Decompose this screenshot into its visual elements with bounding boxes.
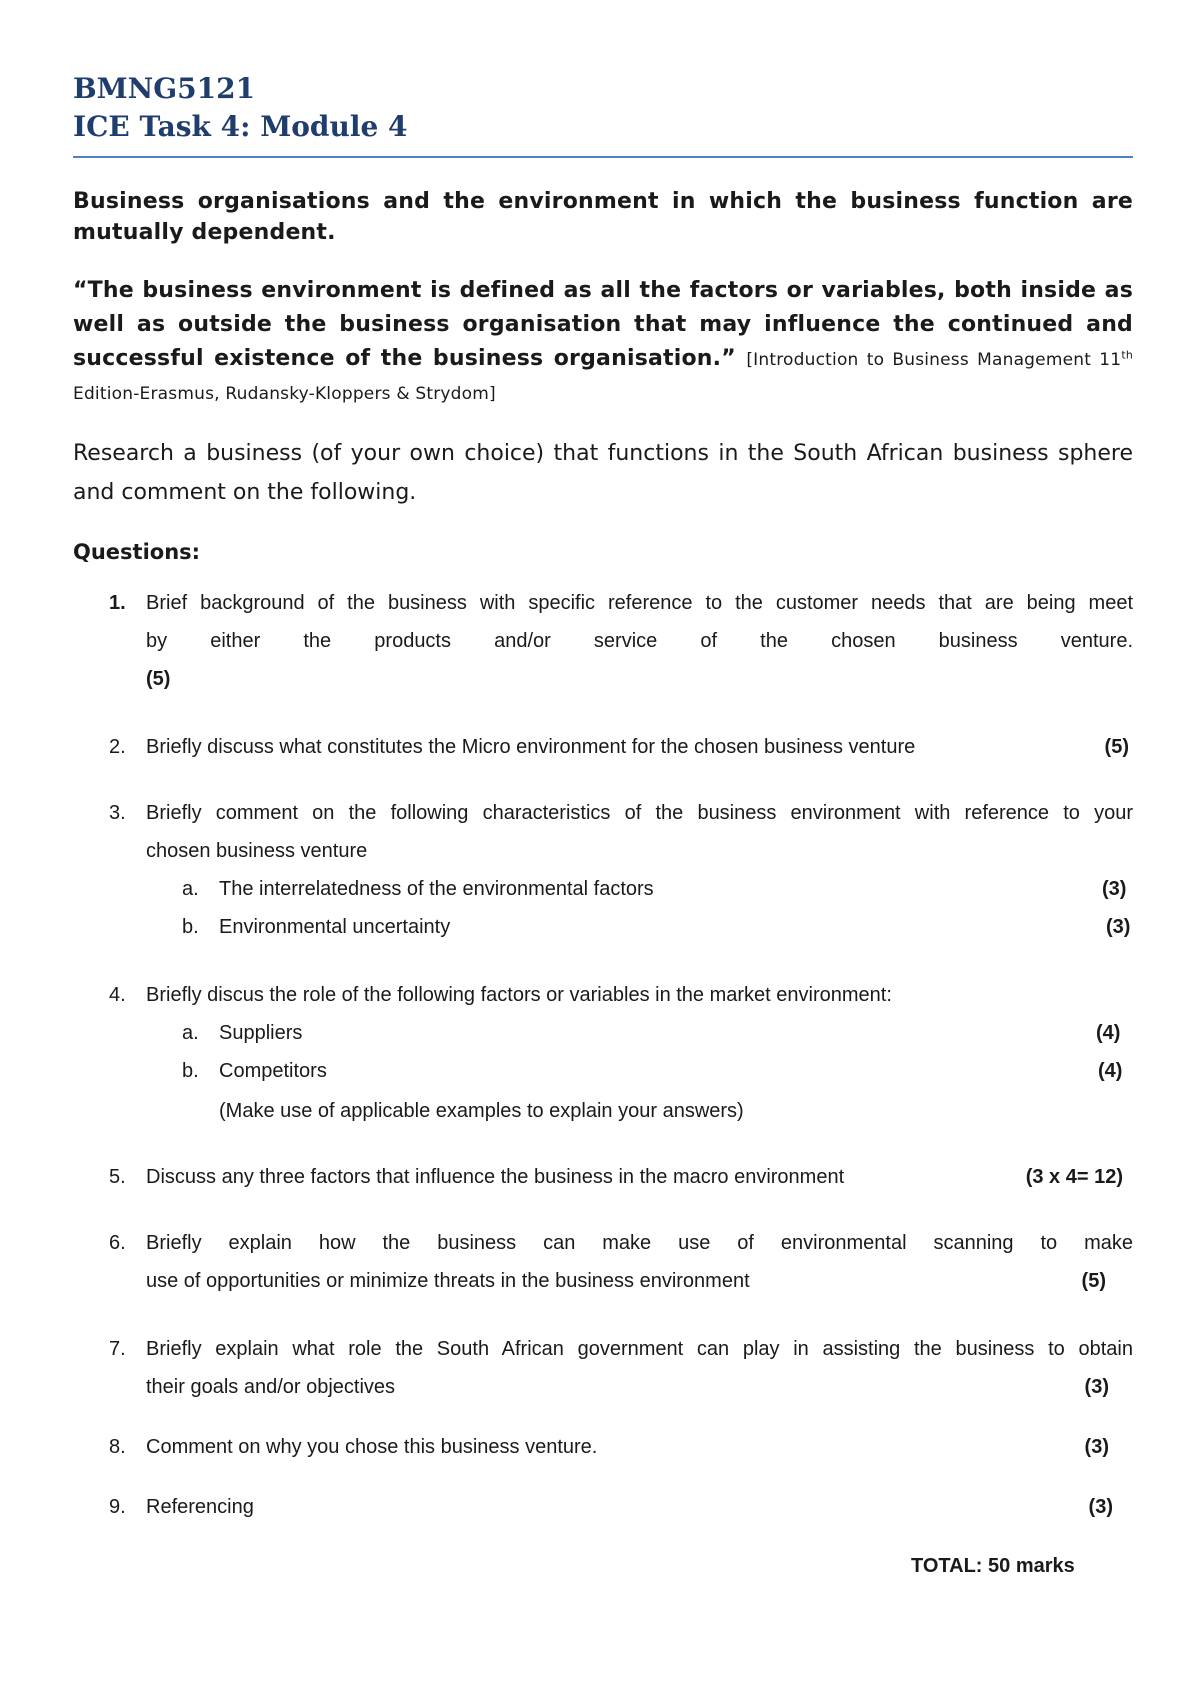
citation-close: Edition-Erasmus, Rudansky-Kloppers & Strydom] bbox=[73, 384, 496, 404]
sub-question-letter: b. bbox=[182, 916, 199, 938]
question-text: Briefly discuss what constitutes the Micro environment for the chosen business venture bbox=[146, 736, 916, 758]
question-text: Comment on why you chose this business venture. bbox=[146, 1436, 598, 1458]
definition-quote bbox=[73, 274, 1133, 410]
document-header bbox=[73, 70, 1133, 146]
intro-statement: Business organisations and the environment in which the business function are mutually dependent. bbox=[73, 189, 1133, 245]
question-marks: (5) bbox=[146, 668, 171, 690]
sub-question-marks: (4) bbox=[1096, 1022, 1121, 1044]
question-9 bbox=[73, 1488, 1133, 1526]
task-title: ICE Task 4: Module 4 bbox=[73, 110, 408, 143]
course-code: BMNG5121 bbox=[73, 72, 256, 105]
sub-question-text: Environmental uncertainty bbox=[219, 916, 451, 938]
sub-question-marks: (3) bbox=[1102, 878, 1127, 900]
question-number: 4. bbox=[109, 984, 126, 1006]
question-2 bbox=[73, 728, 1133, 766]
question-text: Briefly discus the role of the following factors or variables in the market environment: bbox=[146, 984, 892, 1006]
question-6 bbox=[73, 1224, 1133, 1300]
sub-question-text: Competitors bbox=[219, 1060, 327, 1082]
sub-question-letter: a. bbox=[182, 878, 199, 900]
question-text-line: Briefly explain how the business can make use of environmental scanning to make bbox=[146, 1232, 1133, 1254]
instruction-paragraph: Research a business (of your own choice) that functions in the South African business sphere and comment on the following. bbox=[73, 441, 1133, 505]
question-text-line: use of opportunities or minimize threats in the business environment bbox=[146, 1270, 750, 1292]
questions-heading: Questions: bbox=[73, 540, 201, 564]
citation-open: [Introduction to Business Management 11 bbox=[746, 350, 1122, 370]
question-text-line: Briefly comment on the following characteristics of the business environment with reference to your bbox=[146, 802, 1133, 824]
sub-question-text: The interrelatedness of the environmental factors bbox=[219, 878, 654, 900]
question-text-line: Briefly explain what role the South African government can play in assisting the business to obtain bbox=[146, 1338, 1133, 1360]
question-number: 5. bbox=[109, 1166, 126, 1188]
question-number: 1. bbox=[109, 592, 126, 614]
question-1 bbox=[73, 584, 1133, 698]
sub-question-text: Suppliers bbox=[219, 1022, 303, 1044]
question-text-line: Brief background of the business with specific reference to the customer needs that are being meet bbox=[146, 592, 1133, 614]
question-marks: (3) bbox=[1084, 1376, 1109, 1398]
question-text-line: by either the products and/or service of the chosen business venture. bbox=[146, 630, 1133, 652]
total-marks: TOTAL: 50 marks bbox=[911, 1555, 1075, 1577]
question-7 bbox=[73, 1330, 1133, 1406]
question-number: 8. bbox=[109, 1436, 126, 1458]
question-number: 3. bbox=[109, 802, 126, 824]
question-marks: (3 x 4= 12) bbox=[1025, 1166, 1123, 1188]
question-marks: (3) bbox=[1084, 1436, 1109, 1458]
question-number: 7. bbox=[109, 1338, 126, 1360]
question-5 bbox=[73, 1158, 1133, 1196]
question-8 bbox=[73, 1428, 1133, 1466]
question-number: 2. bbox=[109, 736, 126, 758]
question-4 bbox=[73, 976, 1133, 1014]
question-text: Referencing bbox=[146, 1496, 254, 1518]
header-divider bbox=[73, 156, 1133, 158]
question-text-line: their goals and/or objectives bbox=[146, 1376, 396, 1398]
sub-question-letter: b. bbox=[182, 1060, 199, 1082]
question-text: Discuss any three factors that influence the business in the macro environment bbox=[146, 1166, 845, 1188]
question-number: 9. bbox=[109, 1496, 126, 1518]
sub-question-letter: a. bbox=[182, 1022, 199, 1044]
sub-question-marks: (4) bbox=[1098, 1060, 1123, 1082]
question-text-line: chosen business venture bbox=[146, 840, 368, 862]
citation-superscript: th bbox=[1121, 348, 1133, 362]
question-4-note: (Make use of applicable examples to explain your answers) bbox=[219, 1100, 744, 1122]
quote-text: “The business environment is defined as all the factors or variables, both inside as well as outside the business organisation that may influence the continued and successful existence of the business organisation.” bbox=[73, 278, 1133, 371]
question-marks: (5) bbox=[1104, 736, 1129, 758]
sub-question-marks: (3) bbox=[1106, 916, 1131, 938]
question-number: 6. bbox=[109, 1232, 126, 1254]
question-marks: (3) bbox=[1088, 1496, 1113, 1518]
question-marks: (5) bbox=[1081, 1270, 1106, 1292]
